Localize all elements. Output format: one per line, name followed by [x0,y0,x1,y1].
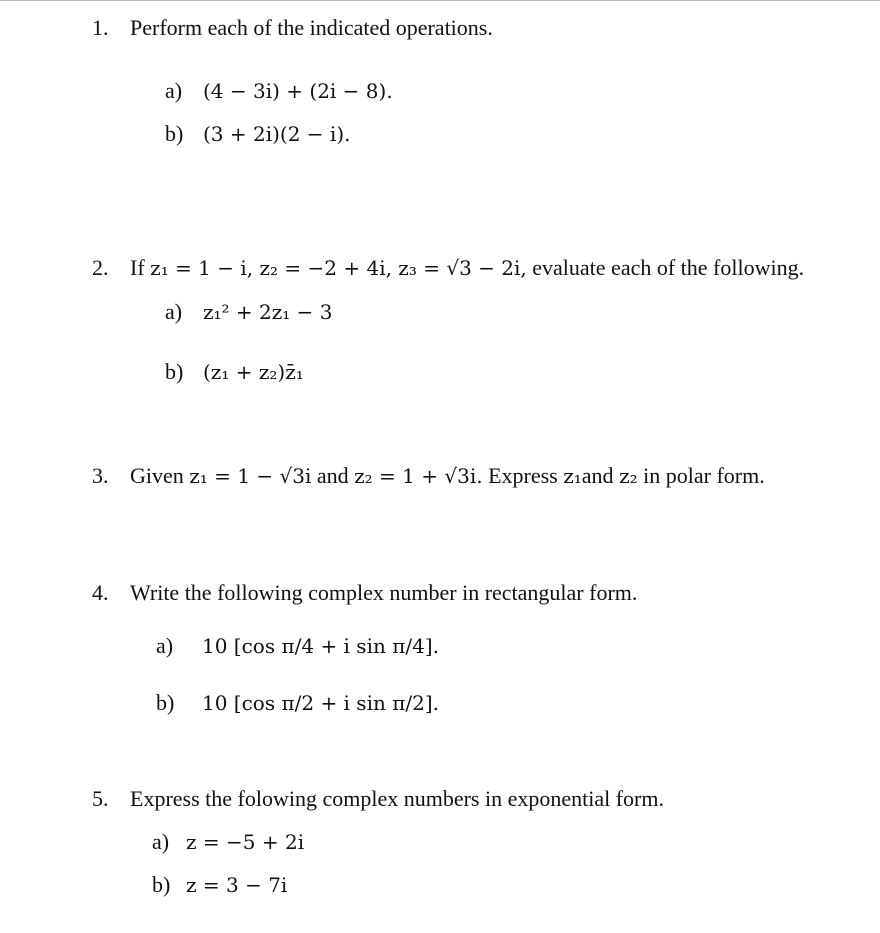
question-1 [92,13,493,43]
question-text: Perform each of the indicated operations. [130,15,493,40]
question-number: 5. [92,786,109,811]
conjunction: and [581,463,614,488]
question-number: 1. [92,15,109,40]
math-expression: (4 − 3i) + (2i − 8). [203,79,393,103]
question-1a [165,76,393,106]
top-rule [0,0,880,1]
z1-definition: z₁ = 1 − √3i [189,464,312,488]
math-expression: 10 [cos π/2 + i sin π/2]. [202,691,439,715]
question-text-suffix: evaluate each of the following. [532,255,805,280]
question-number: 4. [92,580,109,605]
part-label: b) [156,690,175,715]
question-3 [92,461,765,491]
question-2a [165,297,333,327]
z2-definition: z₂ = 1 + √3i. [354,464,483,488]
conjunction: and [316,463,349,488]
question-text: If [130,255,145,280]
question-5a [152,827,304,857]
z1-symbol: z₁ [563,464,582,488]
instruction-end: in polar form. [643,463,765,488]
z2-symbol: z₂ [619,464,638,488]
part-label: b) [165,359,184,384]
part-label: a) [152,829,170,854]
math-expression: (z₁ + z₂)z̄₁ [203,360,304,384]
math-expression: 10 [cos π/4 + i sin π/4]. [202,634,439,658]
part-label: b) [152,872,171,897]
question-number: 2. [92,255,109,280]
math-expression: z = −5 + 2i [186,830,305,854]
question-4a [156,631,439,661]
question-4b [156,688,439,718]
question-5 [92,784,664,814]
given-values: z₁ = 1 − i, z₂ = −2 + 4i, z₃ = √3 − 2i, [150,256,527,280]
part-label: a) [156,633,174,658]
math-expression: z₁² + 2z₁ − 3 [203,300,333,324]
part-label: b) [165,121,184,146]
math-expression: z = 3 − 7i [186,873,288,897]
math-expression: (3 + 2i)(2 − i). [203,122,351,146]
instruction-text: Express [488,463,558,488]
question-2b [165,357,304,387]
question-text: Given [130,463,184,488]
question-5b [152,870,287,900]
question-2 [92,253,804,283]
part-label: a) [165,78,183,103]
question-text: Express the folowing complex numbers in exponential form. [130,786,664,811]
part-label: a) [165,299,183,324]
question-4 [92,578,637,608]
question-text: Write the following complex number in rectangular form. [130,580,638,605]
question-number: 3. [92,463,109,488]
question-1b [165,119,350,149]
